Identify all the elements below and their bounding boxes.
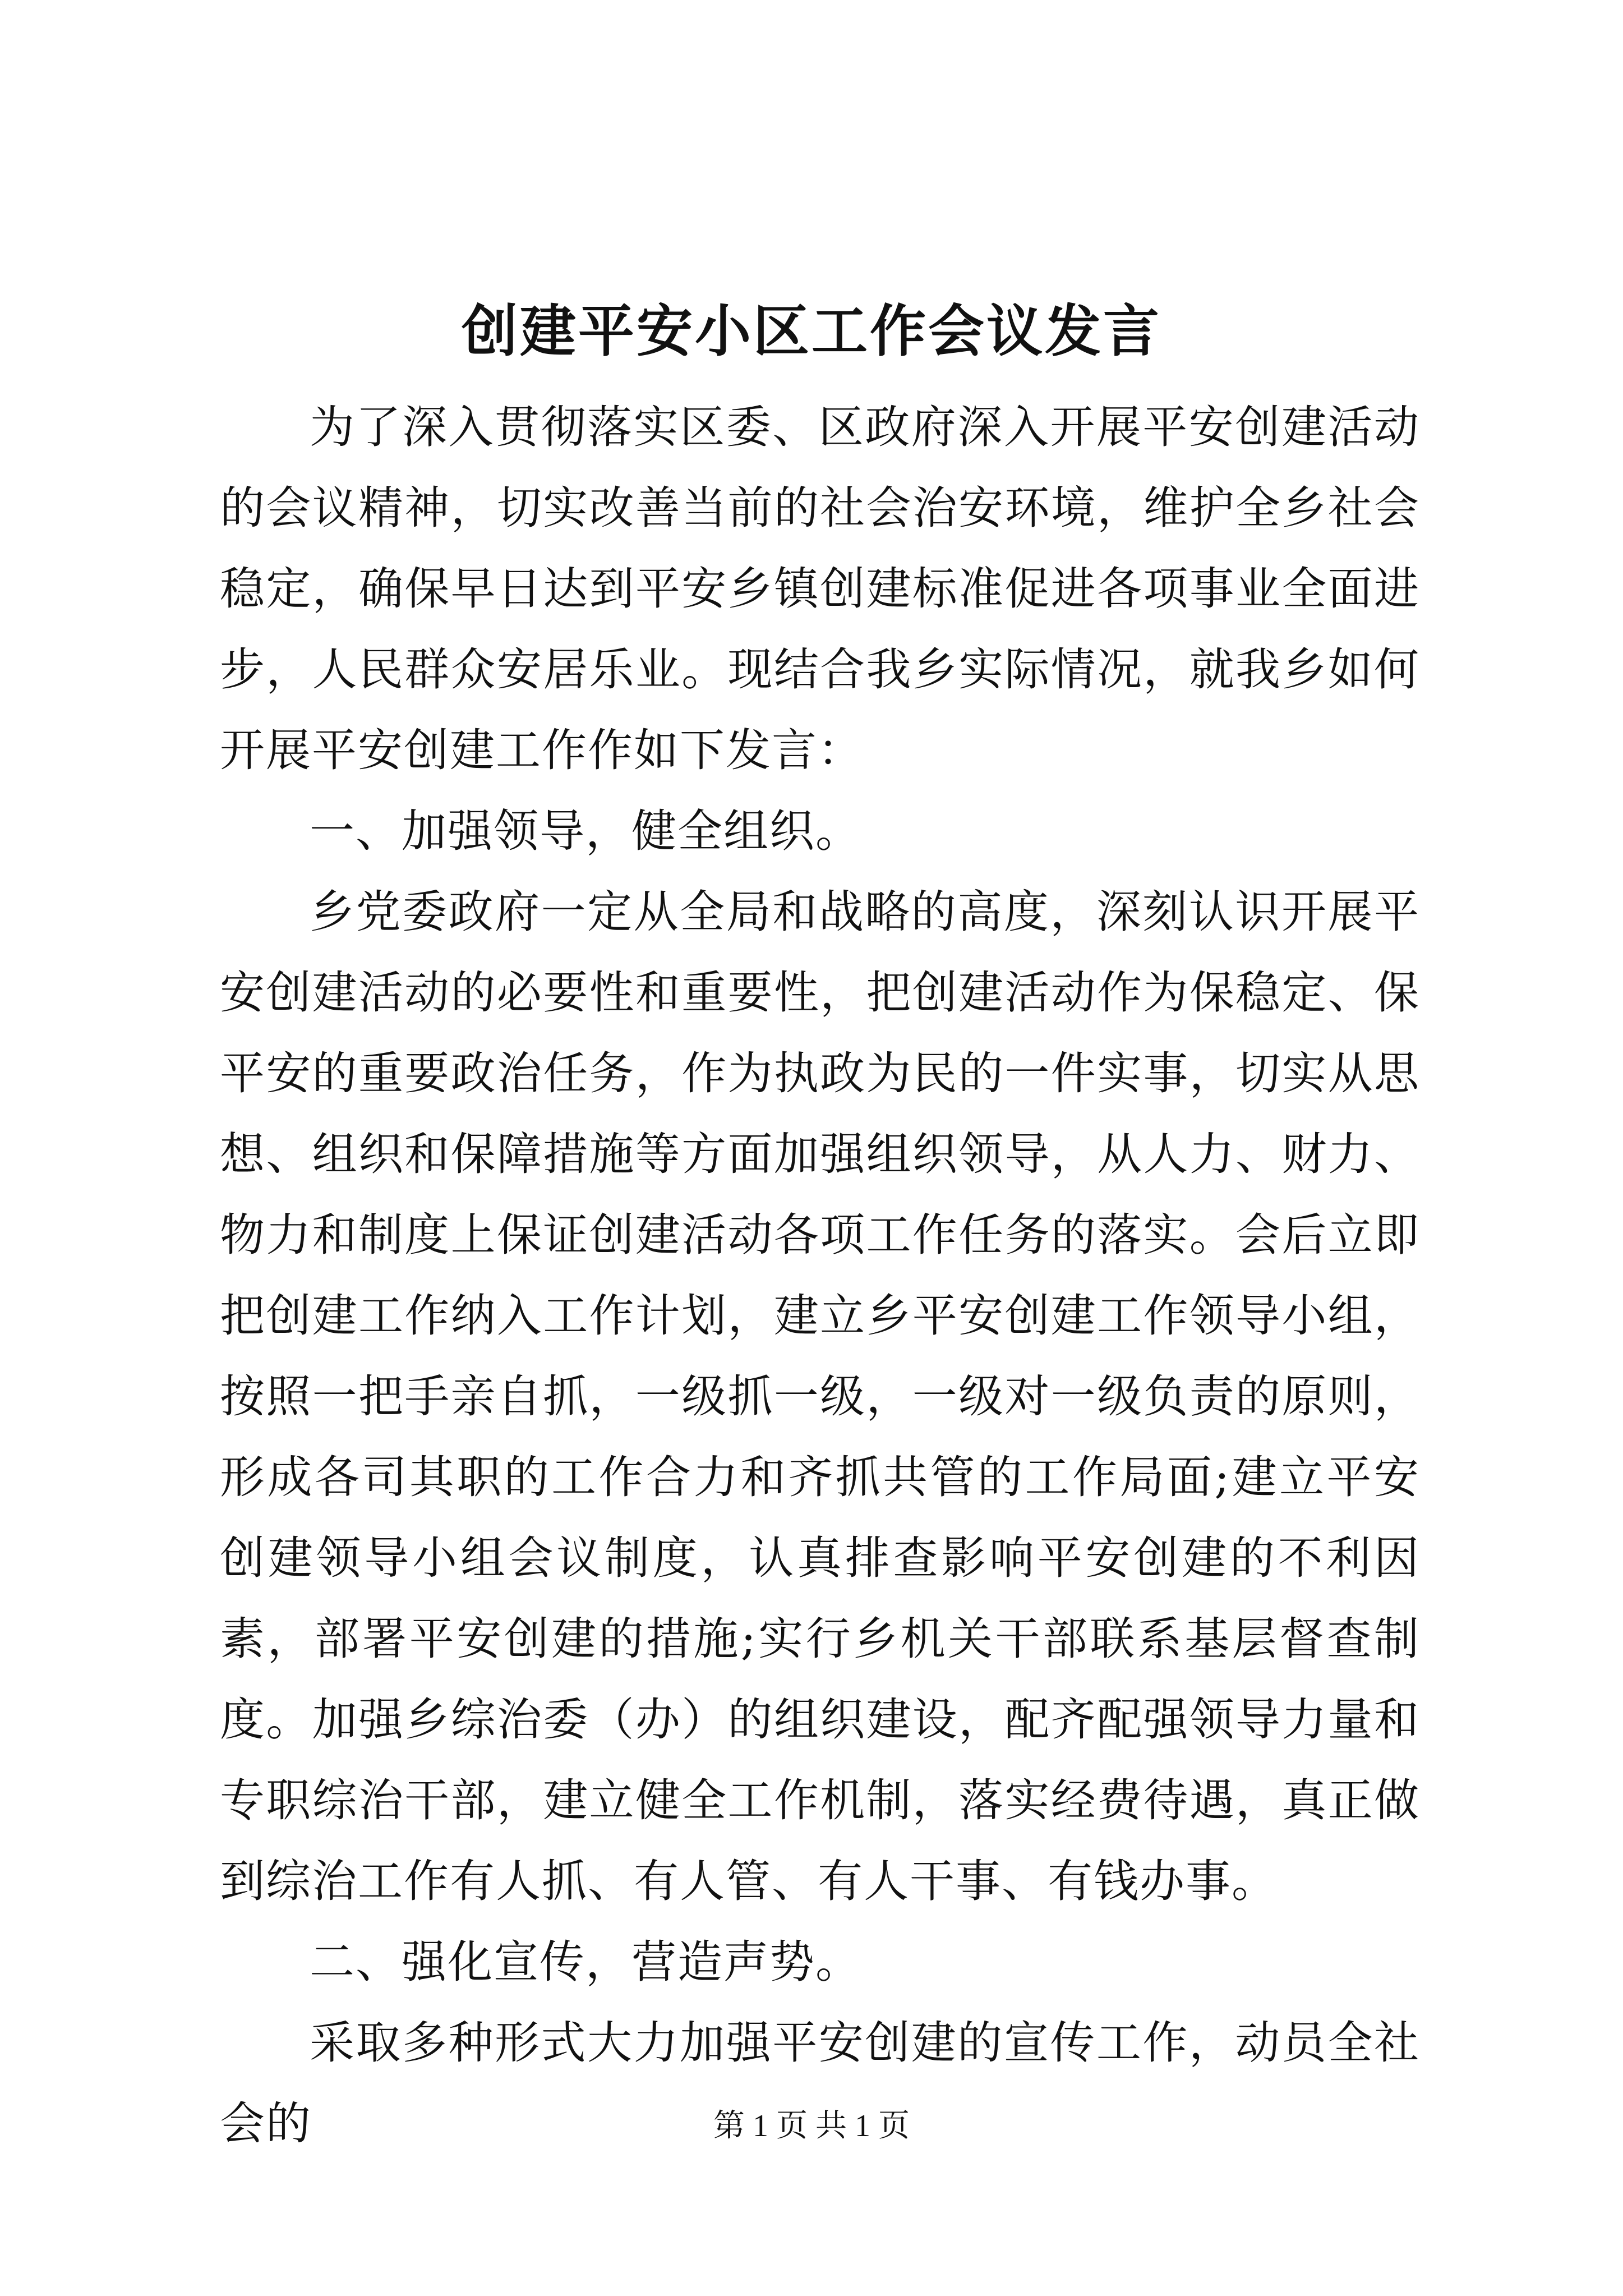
section-1-paragraph: 乡党委政府一定从全局和战略的高度，深刻认识开展平安创建活动的必要性和重要性，把创建活动作为保稳定、保平安的重要政治任务，作为执政为民的一件实事，切实从思想、组织和保障措施等方面加强组织领导，从人力、财力、物力和制度上保证创建活动各项工作任务的落实。会后立即把创建工作纳入工作计划，建立乡平安创建工作领导小组，按照一把手亲自抓，一级抓一级，一级对一级负责的原则，形成各司其职的工作合力和齐抓共管的工作局面;建立平安创建领导小组会议制度，认真排查影响平安创建的不利因素，部署平安创建的措施;实行乡机关干部联系基层督查制度。加强乡综治委（办）的组织建设，配齐配强领导力量和专职综治干部，建立健全工作机制，落实经费待遇，真正做到综治工作有人抓、有人管、有人干事、有钱办事。: [220, 886, 1420, 1907]
document-title: 创建平安小区工作会议发言: [462, 298, 1161, 364]
document-body: [220, 387, 1420, 2164]
section-2-paragraph: 采取多种形式大力加强平安创建的宣传工作，动员全社会的: [220, 2017, 1420, 2150]
page-number-footer: 第 1 页 共 1 页: [713, 2109, 910, 2143]
section-heading-1: 一、加强领导，健全组织。: [310, 805, 861, 857]
section-heading-2: 二、强化宣传，营造声势。: [310, 1936, 861, 1988]
intro-paragraph: 为了深入贯彻落实区委、区政府深入开展平安创建活动的会议精神，切实改善当前的社会治安环境，维护全乡社会稳定，确保早日达到平安乡镇创建标准促进各项事业全面进步，人民群众安居乐业。现结合我乡实际情况，就我乡如何开展平安创建工作作如下发言：: [220, 401, 1420, 776]
